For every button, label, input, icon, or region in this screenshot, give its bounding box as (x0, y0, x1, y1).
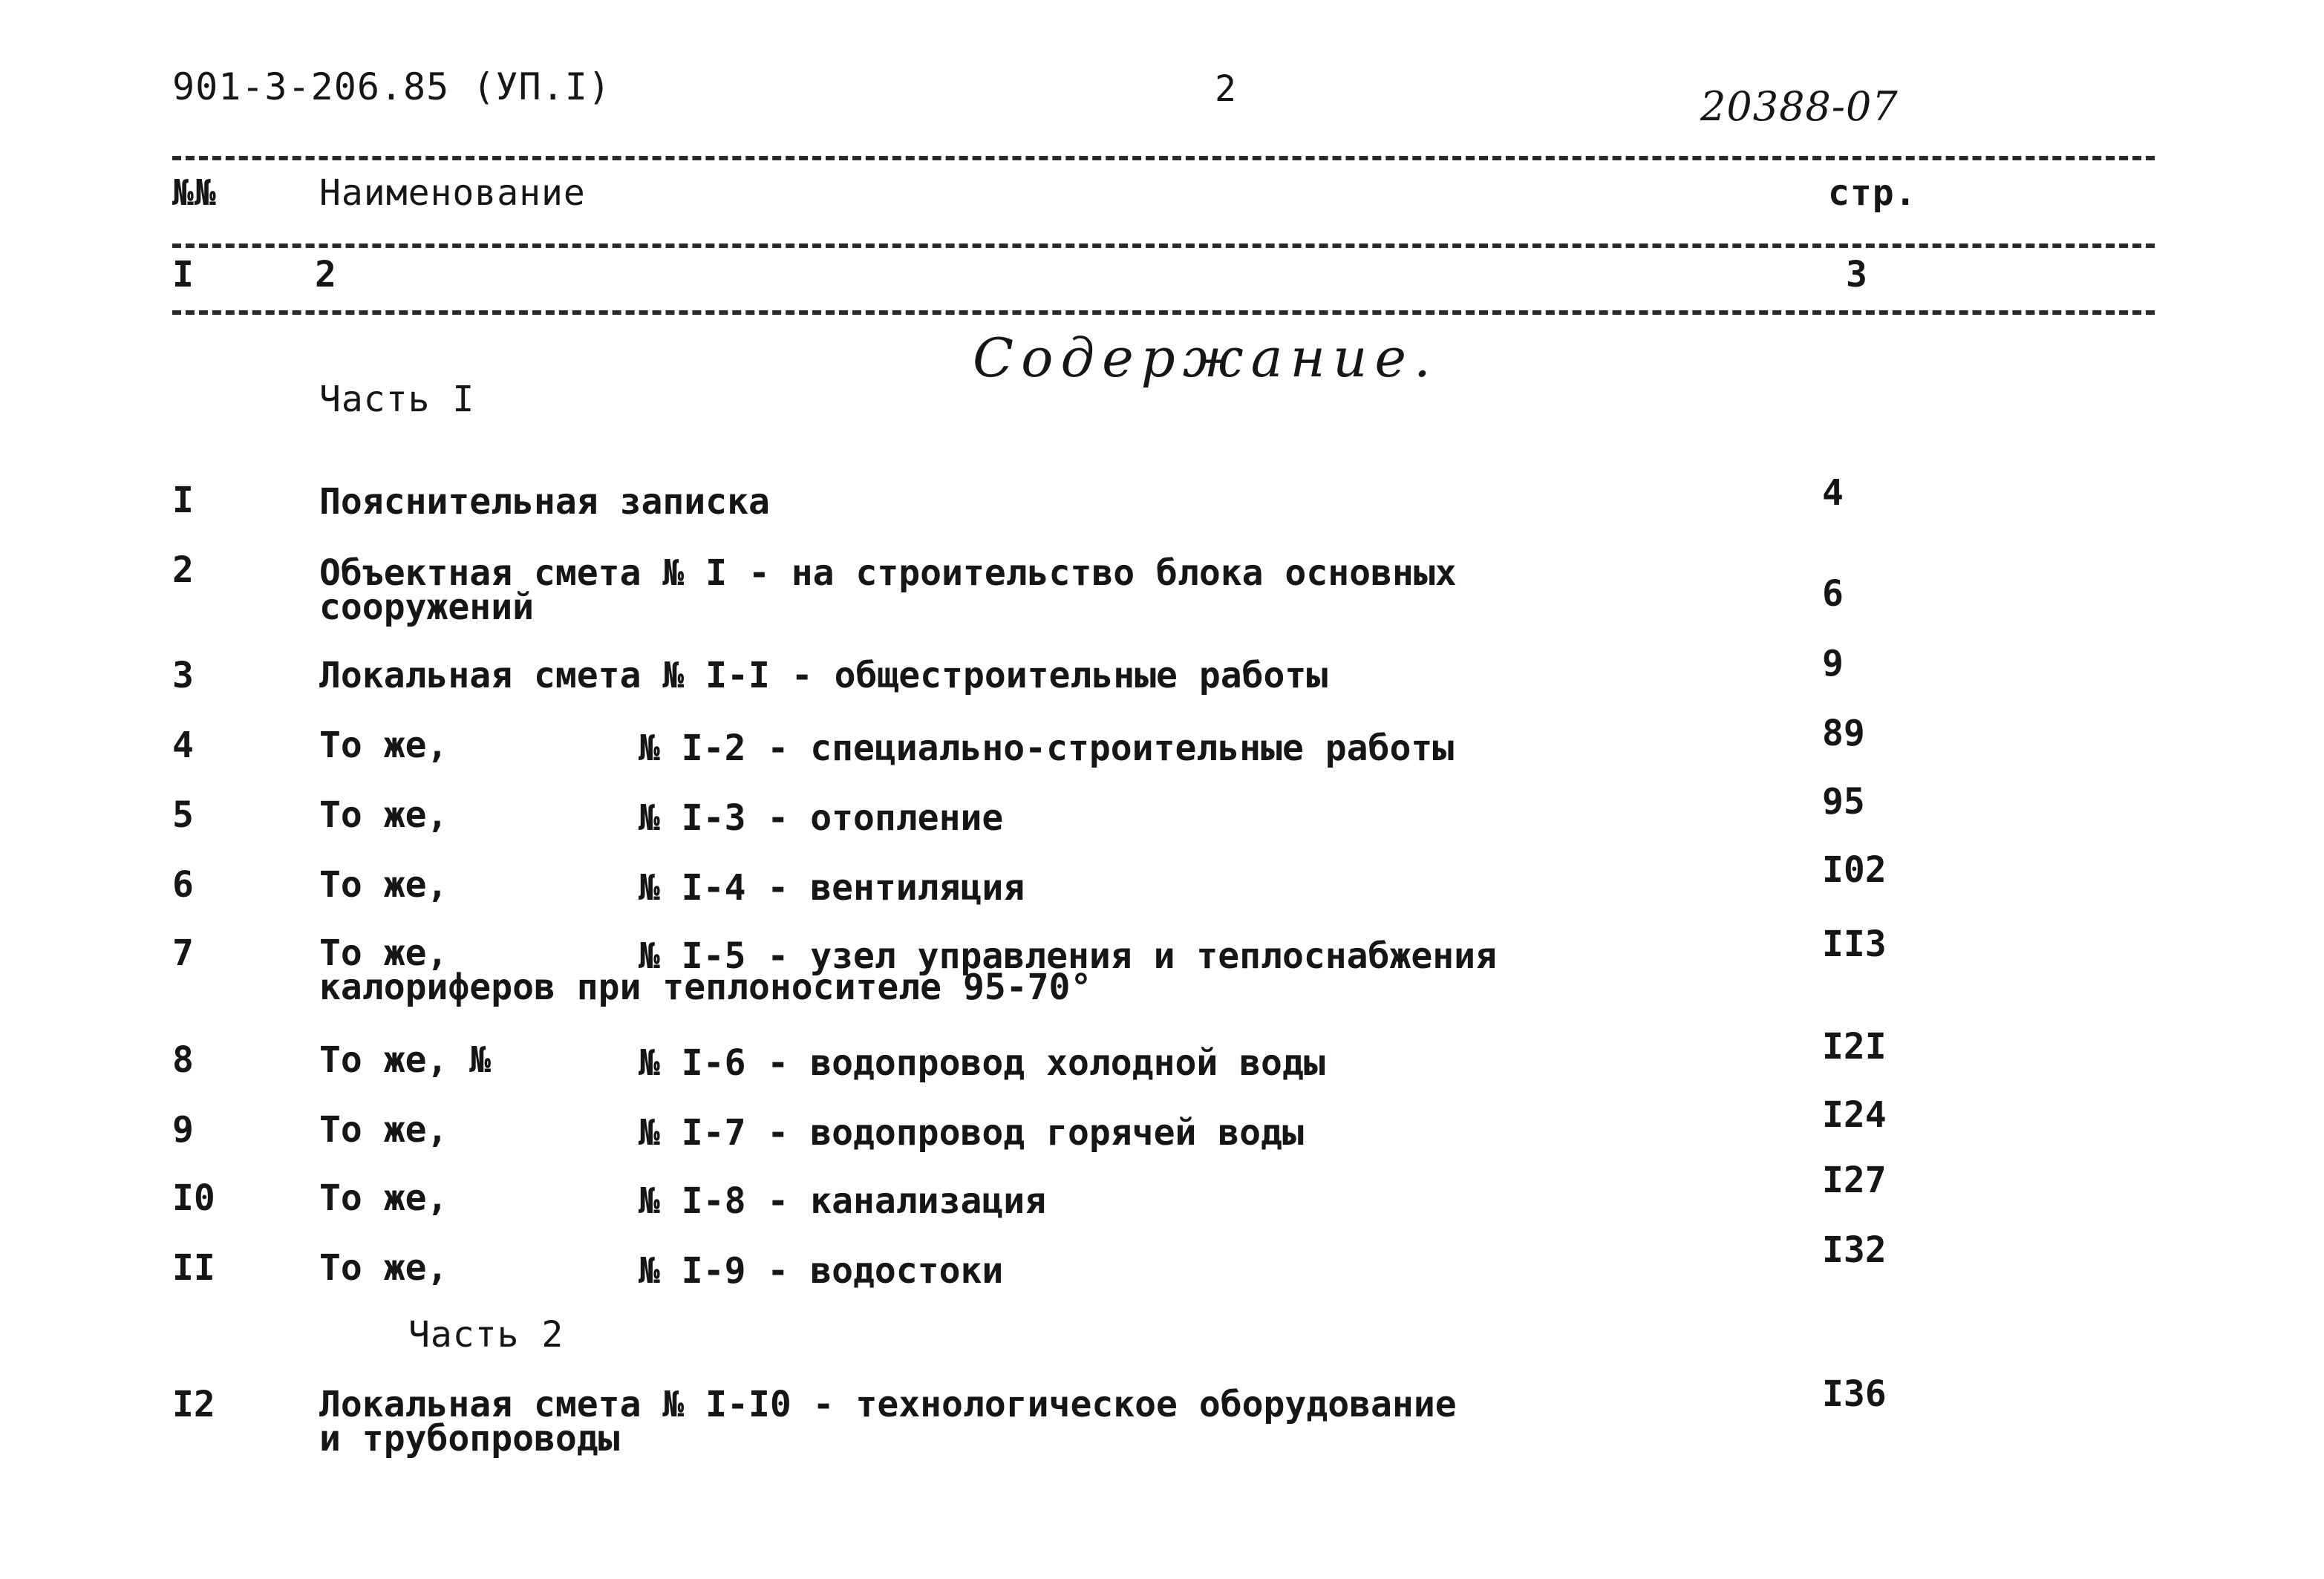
column-index-2: 2 (315, 254, 337, 295)
entry-reference: № I-2 - специально-строительные работы (639, 728, 1455, 769)
entry-number: I0 (172, 1177, 215, 1219)
entry-page: I32 (1822, 1229, 1887, 1271)
entry-page: 6 (1822, 573, 1844, 615)
entry-number: 2 (172, 549, 194, 591)
entry-page: I02 (1822, 849, 1887, 891)
entry-title-continued: калориферов при теплоносителе 95-70° (319, 967, 1092, 1008)
entry-number: I (172, 480, 194, 521)
entry-number: 6 (172, 864, 194, 906)
entry-page: 95 (1822, 781, 1865, 823)
entry-title: Пояснительная записка (319, 481, 770, 523)
divider-middle (172, 243, 2155, 248)
contents-title: Содержание. (973, 327, 1438, 389)
entry-page: II3 (1822, 923, 1887, 965)
entry-number: 4 (172, 725, 194, 766)
entry-title: Объектная смета № I - на строительство блока основных (319, 552, 1457, 594)
column-header-page: стр. (1828, 172, 1917, 214)
column-index-1: I (172, 254, 195, 295)
entry-title: То же, (319, 725, 448, 766)
entry-page: I2I (1822, 1026, 1887, 1068)
entry-number: 3 (172, 655, 194, 696)
entry-page: 9 (1822, 643, 1844, 684)
entry-number: 8 (172, 1039, 194, 1081)
entry-page: I24 (1822, 1094, 1887, 1136)
entry-number: I2 (172, 1384, 215, 1425)
page-number: 2 (1215, 68, 1237, 110)
entry-title: То же, (319, 794, 448, 836)
entry-title: То же, (319, 1177, 448, 1219)
entry-title: То же, (319, 1247, 448, 1289)
entry-number: 5 (172, 794, 194, 836)
handwritten-code: 20388-07 (1700, 83, 1899, 130)
document-code: 901-3-206.85 (УП.I) (172, 65, 611, 108)
entry-title: То же, (319, 932, 448, 974)
column-header-number: №№ (172, 172, 217, 214)
entry-reference: № I-6 - водопровод холодной воды (639, 1042, 1325, 1084)
column-header-name: Наименование (319, 172, 586, 214)
entry-title-continued: и трубопроводы (319, 1418, 620, 1459)
entry-title: То же, (319, 864, 448, 906)
entry-number: II (172, 1247, 215, 1289)
divider-bottom (172, 310, 2155, 315)
entry-title: Локальная смета № I-I - общестроительные работы (319, 655, 1328, 696)
entry-reference: № I-7 - водопровод горячей воды (639, 1112, 1304, 1154)
entry-page: 89 (1822, 713, 1865, 754)
entry-page: 4 (1822, 472, 1844, 514)
part-2-label: Часть 2 (408, 1314, 564, 1356)
entry-page: I27 (1822, 1160, 1887, 1201)
entry-number: 7 (172, 932, 194, 974)
entry-reference: № I-3 - отопление (639, 797, 1004, 839)
entry-title-continued: сооружений (319, 586, 534, 628)
entry-title: То же, (319, 1109, 448, 1151)
entry-page: I36 (1822, 1373, 1887, 1415)
entry-reference: № I-9 - водостоки (639, 1250, 1004, 1292)
column-index-3: 3 (1846, 254, 1868, 295)
entry-title: Локальная смета № I-I0 - технологическое оборудование (319, 1384, 1457, 1425)
divider-top (172, 156, 2155, 160)
entry-title: То же, № (319, 1039, 492, 1081)
part-1-label: Часть I (319, 379, 475, 420)
entry-reference: № I-5 - узел управления и теплоснабжения (639, 935, 1497, 977)
entry-reference: № I-8 - канализация (639, 1180, 1047, 1222)
entry-number: 9 (172, 1109, 194, 1151)
entry-reference: № I-4 - вентиляция (639, 867, 1025, 909)
